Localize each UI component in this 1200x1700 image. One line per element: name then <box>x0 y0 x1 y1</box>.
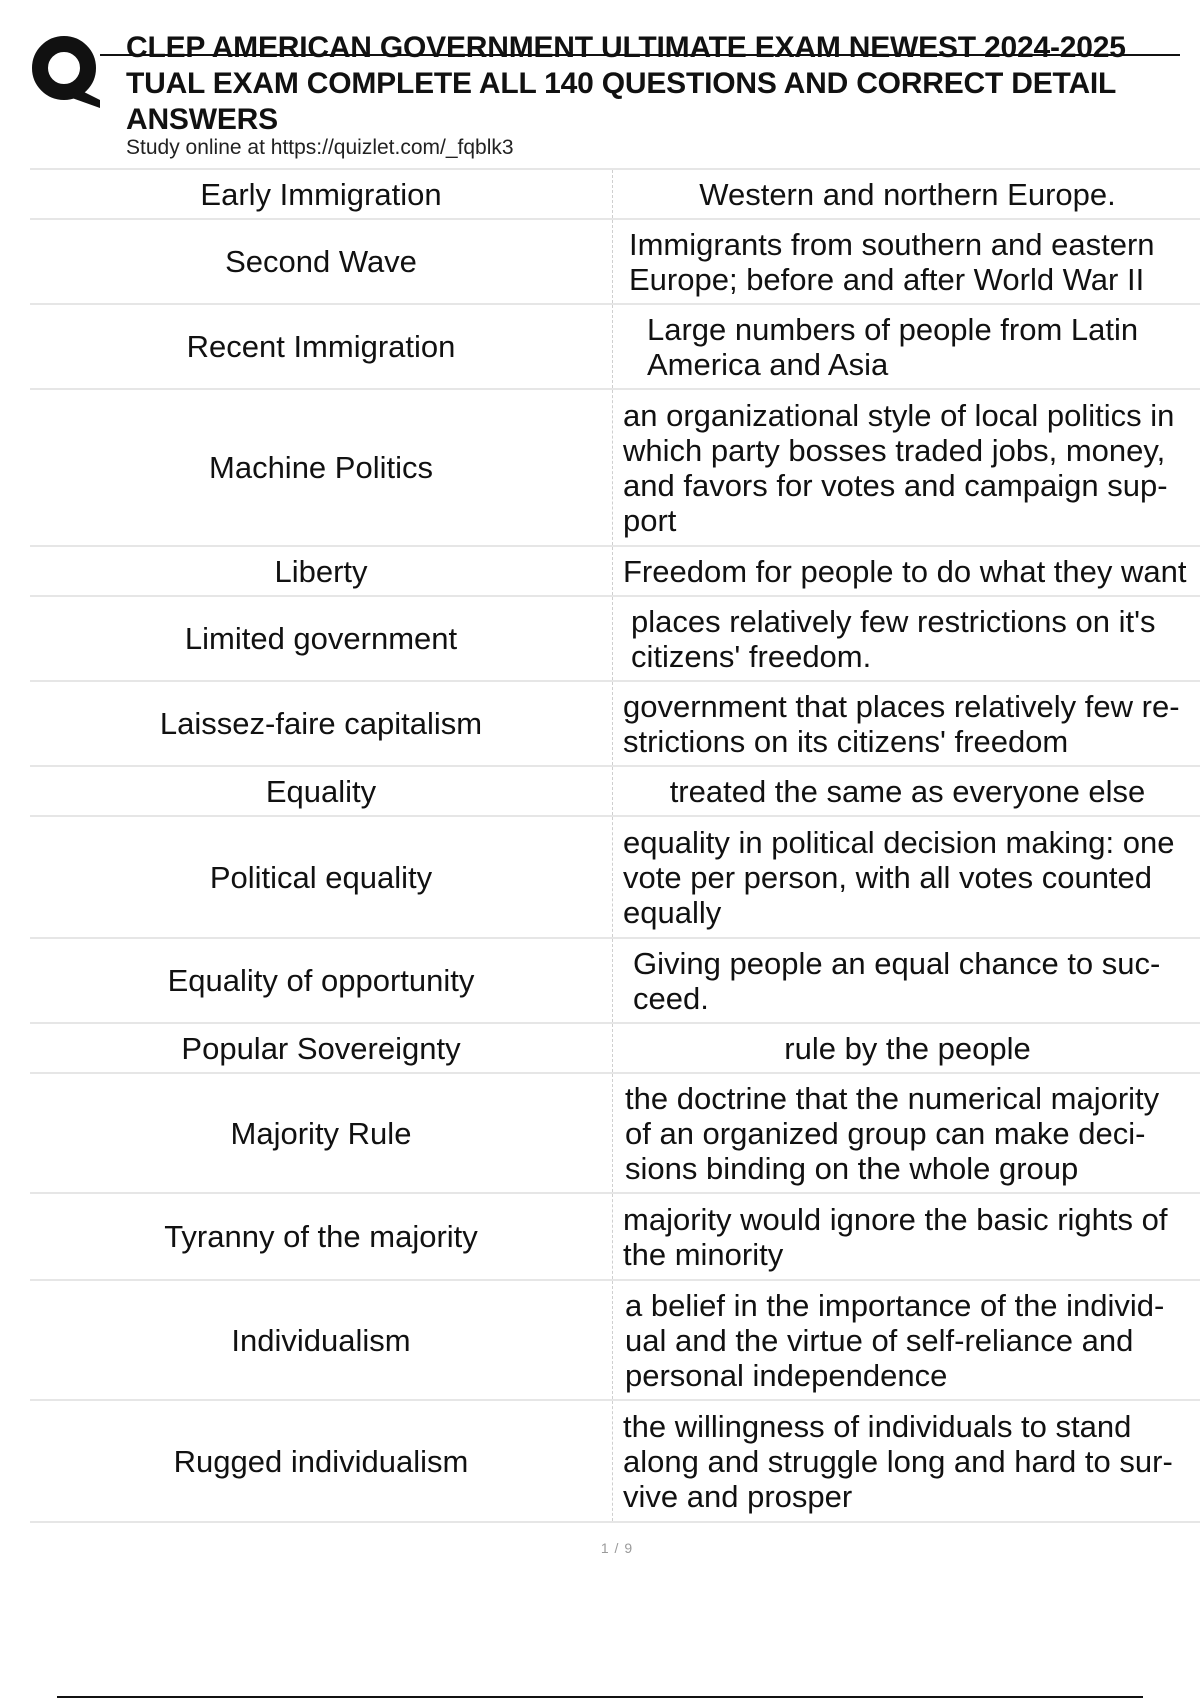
definition: rule by the people <box>784 1030 1031 1066</box>
flashcard-row <box>30 547 1200 597</box>
term: Liberty <box>30 547 613 595</box>
definition: the willingness of individuals to stand along and struggle long and hard to sur-vive and prosper <box>623 1408 1173 1514</box>
definition: the doctrine that the numerical majority of an organized group can make deci-sions binding on the whole group <box>625 1080 1160 1186</box>
page-indicator: 1 / 9 <box>600 1540 634 1556</box>
definition: equality in political decision making: one vote per person, with all votes counted equally <box>623 824 1175 930</box>
term: Recent Immigration <box>30 305 613 388</box>
term: Popular Sovereignty <box>30 1024 613 1072</box>
term: Equality <box>30 767 613 815</box>
definition: Giving people an equal chance to suc-ceed. <box>633 945 1161 1016</box>
term: Individualism <box>30 1281 613 1399</box>
flashcard-table <box>30 168 1200 1523</box>
definition: Freedom for people to do what they want <box>623 553 1187 589</box>
title-line-3: ANSWERS <box>126 103 278 136</box>
definition: Large numbers of people from Latin America and Asia <box>647 311 1139 382</box>
document-title <box>126 30 1200 138</box>
flashcard-row <box>30 305 1200 390</box>
title-line-2: TUAL EXAM COMPLETE ALL 140 QUESTIONS AND CORRECT DETAIL <box>126 67 1117 100</box>
definition: a belief in the importance of the individ-ual and the virtue of self-reliance and personal independence <box>625 1287 1165 1393</box>
flashcard-row <box>30 390 1200 547</box>
term: Laissez-faire capitalism <box>30 682 613 765</box>
quizlet-logo-icon <box>30 32 106 112</box>
flashcard-row <box>30 170 1200 220</box>
definition: Western and northern Europe. <box>699 176 1116 212</box>
term: Tyranny of the majority <box>30 1194 613 1279</box>
definition: places relatively few restrictions on it's citizens' freedom. <box>631 603 1156 674</box>
definition: treated the same as everyone else <box>669 773 1146 809</box>
flashcard-row <box>30 1024 1200 1074</box>
flashcard-row <box>30 1401 1200 1523</box>
flashcard-row <box>30 1074 1200 1194</box>
flashcard-row <box>30 1194 1200 1281</box>
definition: Immigrants from southern and eastern Europe; before and after World War II <box>629 226 1155 297</box>
term: Majority Rule <box>30 1074 613 1192</box>
definition: an organizational style of local politics in which party bosses traded jobs, money, and favors for votes and campaign sup-port <box>623 397 1175 538</box>
study-online-link[interactable]: Study online at https://quizlet.com/_fqblk3 <box>126 136 514 159</box>
term: Early Immigration <box>30 170 613 218</box>
term: Rugged individualism <box>30 1401 613 1521</box>
page-bottom-rule <box>57 1696 1143 1698</box>
flashcard-row <box>30 220 1200 305</box>
flashcard-row <box>30 767 1200 817</box>
definition: majority would ignore the basic rights of the minority <box>623 1201 1168 1272</box>
term: Second Wave <box>30 220 613 303</box>
term: Machine Politics <box>30 390 613 545</box>
term: Equality of opportunity <box>30 939 613 1022</box>
term: Limited government <box>30 597 613 680</box>
definition: government that places relatively few re-strictions on its citizens' freedom <box>623 688 1180 759</box>
flashcard-row <box>30 939 1200 1024</box>
title-line-1: CLEP AMERICAN GOVERNMENT ULTIMATE EXAM NEWEST 2024-2025 <box>126 31 1126 64</box>
flashcard-row <box>30 817 1200 939</box>
flashcard-row <box>30 597 1200 682</box>
flashcard-row <box>30 682 1200 767</box>
flashcard-row <box>30 1281 1200 1401</box>
term: Political equality <box>30 817 613 937</box>
